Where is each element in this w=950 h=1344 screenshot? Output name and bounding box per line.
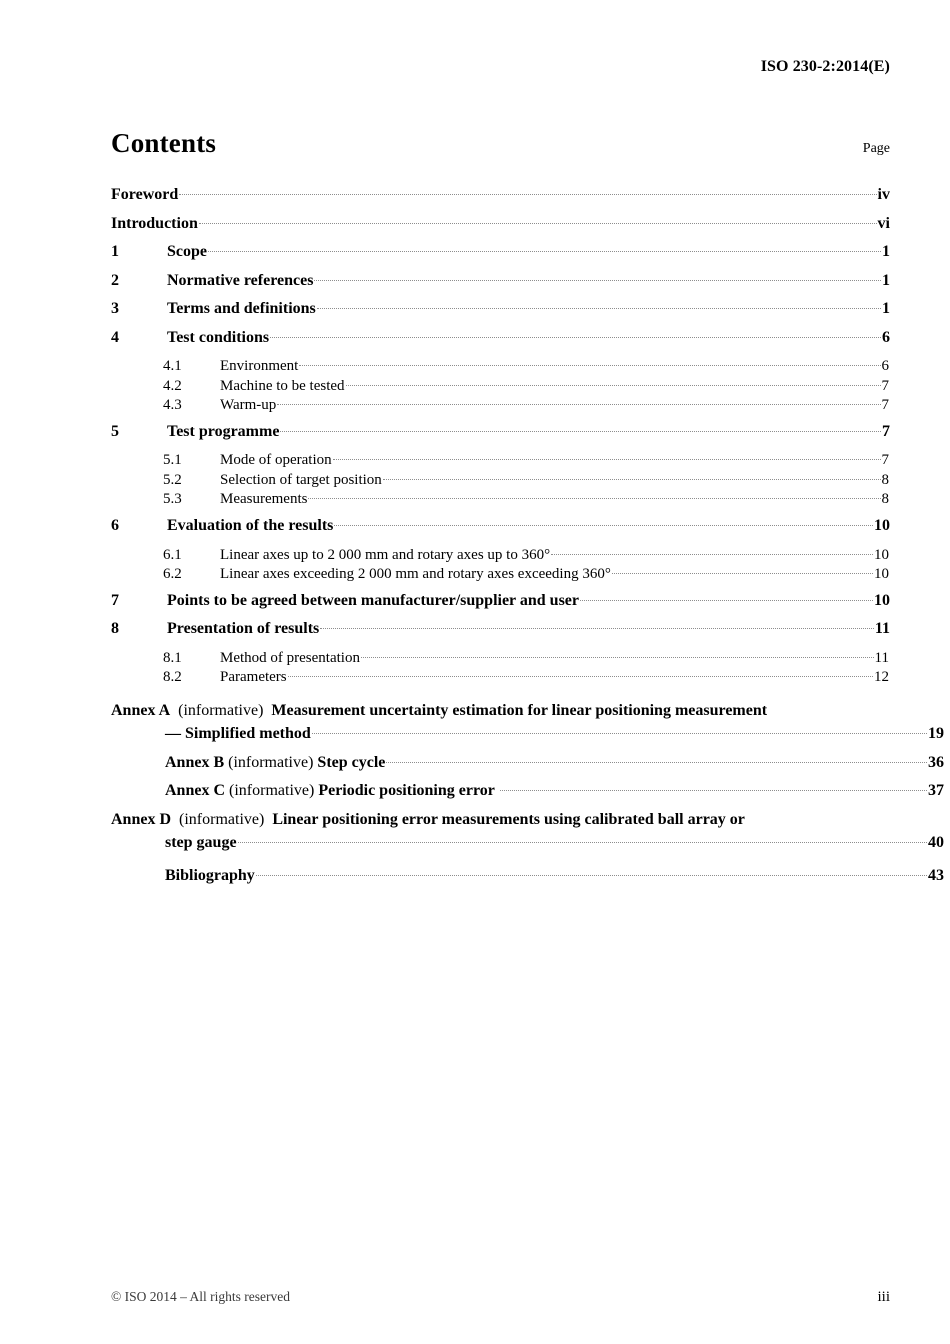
toc-page-number: 19 [928, 725, 944, 743]
toc-page-number: 12 [874, 669, 889, 686]
toc-page-number: 8 [881, 491, 889, 508]
toc-entry-subclause-8-1[interactable] [111, 646, 890, 666]
toc-page-number: 7 [881, 397, 889, 414]
toc-clause-number: 5 [111, 422, 119, 440]
toc-entry-subclause-5-1[interactable] [111, 448, 890, 468]
annex-title: Linear positioning error measurements using calibrated ball array or [272, 810, 745, 828]
toc-page-number: 7 [882, 422, 890, 440]
toc-entry-annex-a[interactable] [111, 699, 944, 746]
toc-clause-number: 7 [111, 591, 119, 609]
toc-subclause-number: 6.1 [163, 546, 182, 563]
page-title: Contents [111, 128, 217, 158]
toc-page-number: 10 [874, 591, 890, 609]
toc-entry-bibliography[interactable] [111, 864, 944, 888]
toc-label: Environment [220, 358, 299, 374]
toc-page-number: 36 [928, 753, 944, 771]
dot-leader [299, 354, 880, 370]
toc-page-number: 37 [928, 782, 944, 800]
annex-kind: (informative) [229, 782, 315, 800]
toc-entry-introduction[interactable] [111, 212, 890, 241]
dot-leader [256, 864, 927, 880]
toc-label: Normative references [167, 271, 314, 289]
toc-label: Measurements [220, 491, 308, 508]
toc-entry-clause-1[interactable] [111, 240, 890, 269]
annex-title-continued: step gauge [165, 834, 237, 852]
dot-leader [277, 393, 880, 409]
toc-entry-subclause-6-2[interactable] [111, 562, 890, 582]
toc-subclause-number: 8.2 [163, 669, 182, 686]
dot-leader [179, 183, 876, 199]
folio-number: iii [877, 1289, 890, 1305]
toc-entry-foreword[interactable] [111, 183, 890, 212]
toc-entry-subclause-6-1[interactable] [111, 543, 890, 563]
toc-entry-subclause-5-3[interactable] [111, 487, 890, 507]
toc-entry-clause-5[interactable] [111, 420, 890, 449]
toc-entry-clause-4[interactable] [111, 326, 890, 355]
toc-entry-annex-c[interactable] [111, 779, 944, 803]
toc-label: Introduction [111, 214, 198, 232]
annex-title: Measurement uncertainty estimation for linear positioning measurement [271, 701, 768, 719]
toc-subclause-number: 5.2 [163, 471, 182, 488]
toc-clause-number: 2 [111, 271, 119, 289]
toc-label: Linear axes up to 2 000 mm and rotary axes up to 360° [220, 546, 551, 563]
toc-label: Mode of operation [220, 452, 332, 469]
toc-entry-annex-b[interactable] [111, 751, 944, 775]
annex-head: Annex A [111, 701, 171, 719]
toc-label: Test conditions [167, 328, 270, 346]
toc-label: Selection of target position [220, 471, 382, 488]
annex-head: Annex D [111, 810, 172, 828]
toc-page-number: 10 [874, 566, 889, 583]
toc-entry-clause-3[interactable] [111, 297, 890, 326]
dot-leader [288, 665, 873, 681]
annex-kind: (informative) [228, 753, 314, 771]
annex-head: Annex B [165, 753, 225, 771]
annex-kind: (informative) [179, 810, 265, 828]
toc-entry-subclause-4-1[interactable] [111, 354, 890, 374]
table-of-contents [111, 183, 944, 892]
toc-label: Terms and definitions [167, 300, 316, 317]
toc-page-number: 11 [874, 649, 889, 666]
dot-leader [580, 589, 873, 605]
toc-clause-number: 8 [111, 620, 119, 638]
annex-title: Periodic positioning error [318, 782, 495, 800]
dot-leader [280, 420, 881, 436]
toc-subclause-number: 4.1 [163, 358, 182, 374]
toc-label: Test programme [167, 422, 280, 440]
toc-page-number: 6 [882, 328, 890, 346]
toc-page-number: 40 [928, 834, 944, 852]
toc-subclause-number: 5.3 [163, 491, 182, 508]
dot-leader [312, 722, 927, 738]
dot-leader [334, 514, 873, 530]
toc-page-number: 1 [882, 243, 890, 260]
toc-page-number: 11 [874, 620, 890, 638]
dot-leader [270, 326, 881, 342]
toc-label: Linear axes exceeding 2 000 mm and rotary axes exceeding 360° [220, 566, 611, 583]
dot-leader [314, 269, 881, 285]
running-header [111, 58, 890, 76]
toc-entry-subclause-5-2[interactable] [111, 468, 890, 488]
toc-label: Evaluation of the results [167, 517, 334, 535]
toc-label: Bibliography [165, 866, 255, 884]
annex-head: Annex C [165, 782, 226, 800]
dot-leader [238, 831, 927, 847]
toc-page-number: vi [877, 214, 890, 232]
toc-page-number: 6 [881, 358, 889, 374]
copyright-notice: © ISO 2014 – All rights reserved [111, 1289, 290, 1304]
dot-leader [346, 374, 881, 390]
toc-entry-clause-7[interactable] [111, 589, 890, 618]
toc-subclause-number: 4.3 [163, 397, 182, 414]
toc-clause-number: 1 [111, 243, 119, 260]
toc-label: Machine to be tested [220, 377, 345, 394]
toc-page-number: 43 [928, 866, 944, 884]
toc-label: Presentation of results [167, 620, 320, 638]
toc-label: Method of presentation [220, 649, 360, 666]
toc-label: Scope [167, 243, 207, 260]
toc-page-number: 10 [874, 517, 890, 535]
toc-subclause-number: 6.2 [163, 566, 182, 583]
toc-page-number: 1 [882, 300, 890, 317]
toc-label: Points to be agreed between manufacturer/supplier and user [167, 591, 579, 609]
toc-subclause-number: 4.2 [163, 377, 182, 394]
dot-leader [333, 448, 881, 464]
dot-leader [308, 487, 880, 503]
dot-leader [317, 297, 881, 313]
toc-page-number: 8 [881, 471, 889, 488]
contents-title-row [111, 128, 890, 159]
toc-clause-number: 3 [111, 300, 119, 317]
toc-entry-subclause-4-2[interactable] [111, 374, 890, 394]
toc-label: Warm-up [220, 397, 277, 414]
toc-entry-subclause-4-3[interactable] [111, 393, 890, 413]
dot-leader [320, 617, 874, 633]
annex-title: Step cycle [317, 753, 386, 771]
toc-page-number: iv [877, 186, 890, 203]
toc-clause-number: 4 [111, 328, 119, 346]
toc-page-number: 1 [882, 271, 890, 289]
toc-page-number: 7 [881, 377, 889, 394]
page-footer [111, 1289, 890, 1306]
toc-entry-clause-2[interactable] [111, 269, 890, 298]
toc-page-number: 7 [881, 452, 889, 469]
dot-leader [383, 468, 881, 484]
toc-entry-annex-d[interactable] [111, 808, 944, 855]
toc-label: Parameters [220, 669, 287, 686]
dot-leader [386, 751, 927, 767]
dot-leader [551, 543, 873, 559]
toc-subclause-number: 8.1 [163, 649, 182, 666]
toc-entry-clause-6[interactable] [111, 514, 890, 543]
annex-title-continued: — Simplified method [165, 725, 311, 743]
dot-leader [199, 212, 877, 228]
annex-kind: (informative) [178, 701, 264, 719]
toc-clause-number: 6 [111, 517, 119, 535]
dot-leader [208, 240, 881, 256]
dot-leader [361, 646, 874, 662]
toc-page-number: 10 [874, 546, 889, 563]
toc-label: Foreword [111, 186, 179, 203]
toc-entry-clause-8[interactable] [111, 617, 890, 646]
dot-leader [500, 779, 927, 795]
page-column-label: Page [862, 141, 890, 156]
toc-entry-subclause-8-2[interactable] [111, 665, 890, 685]
dot-leader [612, 562, 873, 578]
standard-reference: ISO 230-2:2014(E) [760, 58, 890, 75]
toc-subclause-number: 5.1 [163, 452, 182, 469]
